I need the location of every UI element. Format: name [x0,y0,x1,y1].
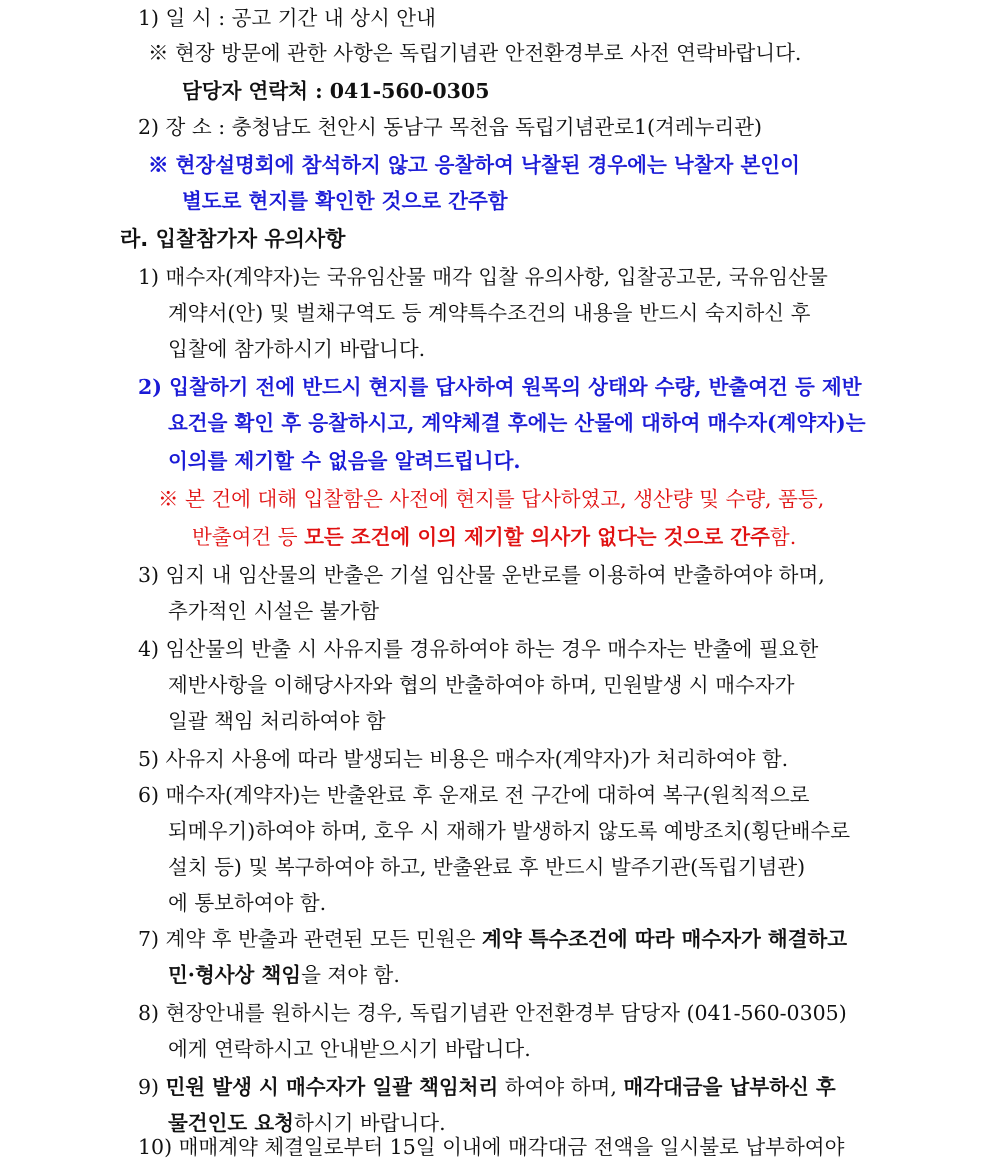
bid-notice-text-2c: 함. [769,525,797,549]
bid-notice-line-1 [158,484,824,514]
item-2-text-2: 요건을 확인 후 응찰하시고, 계약체결 후에는 산물에 대하여 매수자(계약자)는 [168,411,866,435]
item-4-line-3 [168,706,386,736]
item-4-text-1: 4) 임산물의 반출 시 사유지를 경유하여야 하는 경우 매수자는 반출에 필요한 [138,637,819,661]
item-3-text-1: 3) 임지 내 임산물의 반출은 기설 임산물 운반로를 이용하여 반출하여야 하며, [138,563,825,587]
item-6-line-4 [168,888,326,918]
item-7-text-2b: 을 져야 함. [301,963,400,987]
item-6-line-2 [168,816,850,846]
site-briefing-notice-text-1: ※ 현장설명회에 참석하지 않고 응찰하여 낙찰된 경우에는 낙찰자 본인이 [148,153,800,177]
item-4-text-3: 일괄 책임 처리하여야 함 [168,709,386,733]
item-2-line-1 [138,372,862,402]
item-2-line-3 [168,446,521,476]
item-7-text-1b: 계약 특수조건에 따라 매수자가 해결하고 [481,927,848,951]
item-3-line-2 [168,596,379,626]
bid-notice-text-1: ※ 본 건에 대해 입찰함은 사전에 현지를 답사하였고, 생산량 및 수량, 품등, [158,487,825,511]
item-9-text-2a: 물건인도 요청 [168,1111,294,1135]
schedule-line [138,3,436,33]
bid-notice-text-2a: 반출여건 등 [192,525,305,549]
item-7-line-2 [168,960,400,990]
item-8-line-1 [138,998,847,1028]
item-3-text-2: 추가적인 시설은 불가함 [168,599,380,623]
item-2-line-2 [168,408,866,438]
item-9-text-1a: 9) [138,1075,166,1099]
item-5-text: 5) 사유지 사용에 따라 발생되는 비용은 매수자(계약자)가 처리하여야 함. [138,747,789,771]
item-10-line-1 [138,1132,844,1162]
item-1-text-1: 1) 매수자(계약자)는 국유임산물 매각 입찰 유의사항, 입찰공고문, 국유임산물 [138,265,828,289]
section-heading-text: 라. 입찰참가자 유의사항 [120,227,346,251]
site-briefing-notice-text-2: 별도로 현지를 확인한 것으로 간주함 [182,189,508,213]
section-heading [120,224,345,254]
bid-notice-text-2b: 모든 조건에 이의 제기할 의사가 없다는 것으로 간주 [304,525,770,549]
item-9-text-1d: 매각대금을 납부하신 후 [623,1075,836,1099]
item-6-text-2: 되메우기)하여야 하며, 호우 시 재해가 발생하지 않도록 예방조치(횡단배수로 [168,819,851,843]
item-9-line-1 [138,1072,836,1102]
item-5-line [138,744,788,774]
item-10-text-1: 10) 매매계약 체결일로부터 15일 이내에 매각대금 전액을 일시불로 납부하여야 [138,1135,845,1159]
item-4-line-1 [138,634,818,664]
visit-notice-text: ※ 현장 방문에 관한 사항은 독립기념관 안전환경부로 사전 연락바랍니다. [148,41,802,65]
item-9-text-2b: 하시기 바랍니다. [293,1111,446,1135]
item-7-text-2a: 민·형사상 책임 [168,963,302,987]
item-8-text-1: 8) 현장안내를 원하시는 경우, 독립기념관 안전환경부 담당자 (041-560-0305) [138,1001,847,1025]
item-6-text-4: 에 통보하여야 함. [168,891,327,915]
item-1-text-2: 계약서(안) 및 벌채구역도 등 계약특수조건의 내용을 반드시 숙지하신 후 [168,301,811,325]
item-3-line-1 [138,560,825,590]
item-7-line-1 [138,924,847,954]
schedule-text: 1) 일 시 : 공고 기간 내 상시 안내 [138,6,436,30]
site-briefing-notice-line-1 [148,150,800,180]
item-1-line-3 [168,334,425,364]
item-2-text-3: 이의를 제기할 수 없음을 알려드립니다. [168,449,521,473]
visit-notice-line [148,38,801,68]
item-8-line-2 [168,1034,531,1064]
item-6-text-1: 6) 매수자(계약자)는 반출완료 후 운재로 전 구간에 대하여 복구(원칙적으로 [138,783,810,807]
contact-text: 담당자 연락처 : 041-560-0305 [182,79,490,103]
item-4-text-2: 제반사항을 이해당사자와 협의 반출하여야 하며, 민원발생 시 매수자가 [168,673,795,697]
item-1-line-2 [168,298,810,328]
item-9-text-1c: 하여야 하며, [498,1075,624,1099]
item-1-line-1 [138,262,828,292]
item-6-text-3: 설치 등) 및 복구하여야 하고, 반출완료 후 반드시 발주기관(독립기념관) [168,855,806,879]
item-2-text-1: 2) 입찰하기 전에 반드시 현지를 답사하여 원목의 상태와 수량, 반출여건 등 제반 [138,375,862,399]
item-4-line-2 [168,670,794,700]
item-9-text-1b: 민원 발생 시 매수자가 일괄 책임처리 [165,1075,499,1099]
contact-line [182,76,489,106]
site-briefing-notice-line-2 [182,186,508,216]
item-6-line-1 [138,780,809,810]
item-8-text-2: 에게 연락하시고 안내받으시기 바랍니다. [168,1037,531,1061]
bid-notice-line-2 [192,522,796,552]
item-7-text-1a: 7) 계약 후 반출과 관련된 모든 민원은 [138,927,482,951]
item-6-line-3 [168,852,805,882]
location-text: 2) 장 소 : 충청남도 천안시 동남구 목천읍 독립기념관로1(겨레누리관) [138,115,762,139]
item-1-text-3: 입찰에 참가하시기 바랍니다. [168,337,426,361]
location-line [138,112,762,142]
